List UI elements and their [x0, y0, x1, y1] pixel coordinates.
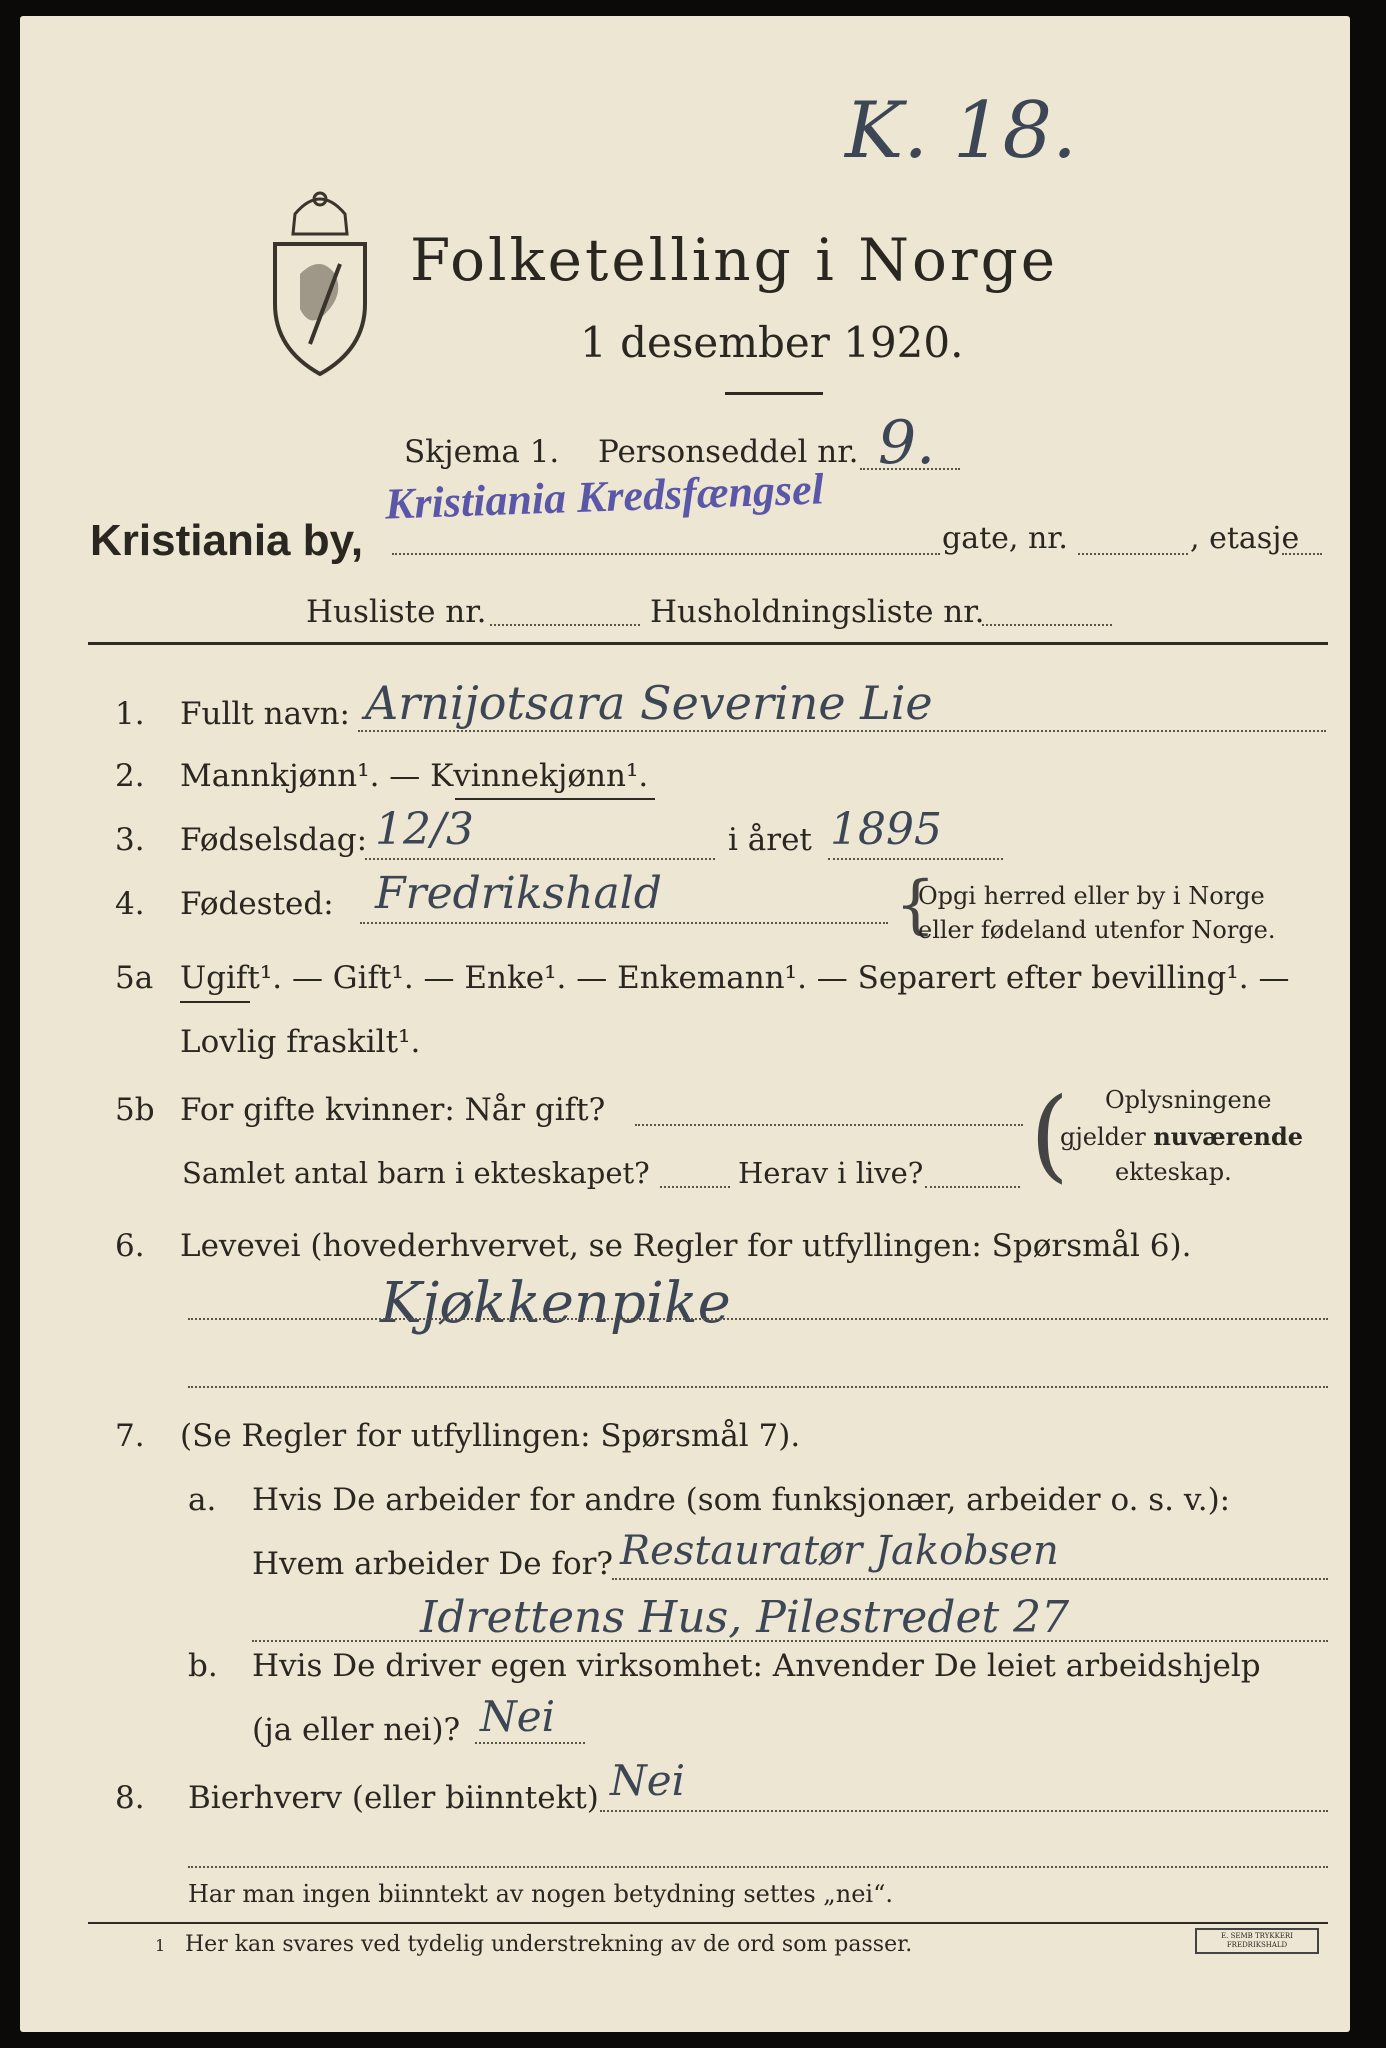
q2-number: 2. [115, 758, 145, 794]
q4-birth-place: Fredrikshald [375, 868, 662, 919]
q3-number: 3. [115, 822, 145, 858]
note-nei: Har man ingen biinntekt av nogen betydning settes „nei“. [188, 1880, 893, 1908]
footer-rule [88, 1922, 1328, 1924]
q6-label: Levevei (hovederhvervet, se Regler for utfyllingen: Spørsmål 6). [180, 1228, 1192, 1264]
q4-label: Fødested: [180, 886, 334, 922]
q7b-text: Hvis De driver egen virksomhet: Anvender De leiet arbeidshjelp [252, 1648, 1261, 1684]
q3-birth-year: 1895 [830, 804, 942, 855]
corner-note: K. 18. [845, 86, 1077, 176]
q5b-note-1: Oplysningene [1105, 1086, 1272, 1114]
q8-number: 8. [115, 1780, 145, 1816]
q7a-employer: Restauratør Jakobsen [620, 1528, 1059, 1574]
q5a-marital-status: Ugift¹. — Gift¹. — Enke¹. — Enkemann¹. — Separert efter bevilling¹. — [180, 960, 1290, 996]
header-rule [88, 642, 1328, 645]
q5b-note-3: ekteskap. [1115, 1158, 1232, 1186]
printer-mark: E. SEMB TRYKKERI FREDRIKSHALD [1195, 1928, 1319, 1954]
q5b-label: For gifte kvinner: Når gift? [180, 1092, 606, 1128]
personseddel-value: 9. [878, 408, 936, 478]
q4-note-1: Opgi herred eller by i Norge [918, 882, 1265, 910]
q7-label: (Se Regler for utfyllingen: Spørsmål 7). [180, 1418, 801, 1454]
q5b-number: 5b [115, 1092, 155, 1128]
q5a-marital-status-2: Lovlig fraskilt¹. [180, 1024, 421, 1060]
husholdning-label: Husholdningsliste nr. [650, 594, 985, 630]
etasje-label: , etasje [1190, 521, 1300, 556]
q3-year-label: i året [728, 822, 812, 858]
q7a-employer-address: Idrettens Hus, Pilestredet 27 [420, 1592, 1070, 1643]
q3-label: Fødselsdag: [180, 822, 368, 858]
personseddel-label: Personseddel nr. [598, 434, 859, 470]
q5b-children-label: Samlet antal barn i ekteskapet? [182, 1156, 650, 1190]
ugift-underline [180, 1001, 250, 1003]
q5b-note-2a: gjelder [1060, 1123, 1154, 1151]
form-date: 1 desember 1920. [580, 318, 964, 367]
q2-gender: Mannkjønn¹. — Kvinnekjønn¹. [180, 758, 649, 794]
schema-label: Skjema 1. [404, 434, 560, 470]
q7b-letter: b. [188, 1648, 218, 1684]
footnote: Her kan svares ved tydelig understrekning av de ord som passer. [185, 1932, 913, 1957]
q5a-number: 5a [115, 960, 154, 996]
q1-number: 1. [115, 696, 145, 732]
q1-full-name: Arnijotsara Severine Lie [365, 676, 933, 730]
q8-answer: Nei [610, 1756, 686, 1805]
q7-number: 7. [115, 1418, 145, 1454]
q7a-letter: a. [188, 1482, 217, 1518]
census-form: K. 18. Folketelling i Norge 1 desember 1920. Skjema 1. Personseddel nr. 9. Kristiania Kredsfængsel Kristiania by, gate, nr. , etasje Husliste nr. Husholdningsliste nr. 1. Fullt navn: Arnijotsara Severine Lie 2. Mannkjønn¹. — Kvinnekjønn¹. 3. Fødselsdag: 12/3 i året 1895 4. Fødested: Fredrikshald { Opgi herred eller by i Norge eller fødeland utenfor Norge. 5a Ugift¹. — Gift¹. — Enke¹. — Enkemann¹. — Separert efter bevilling¹. — Lovlig fraskilt¹. 5b For gifte kvinner: Når gift? Samlet antal barn i ekteskapet? Herav i live? ( Oplysningene gjelder nuværende ekteskap. 6. Levevei (hovederhvervet, se Regler for utfyllingen: Spørsmål 6). Kjøkkenpike 7. (Se Regler for utfyllingen: Spørsmål 7). a. Hvis De arbeider for andre (som funksjonær, arbeider o. s. v.): Hvem arbeider De for? Restauratør Jakobsen Idrettens Hus, Pilestredet 27 b. Hvis De driver egen virksomhet: Anvender De leiet arbeidshjelp (ja eller nei)? Nei 8. Bierhverv (eller biinntekt) Nei Har man ingen biinntekt av nogen betydning settes „nei“. 1 Her kan svares ved tydelig understrekning av de ord som passer. E. SEMB TRYKKERI FREDRIKSHALD [20, 16, 1350, 2032]
q7a-text: Hvis De arbeider for andre (som funksjonær, arbeider o. s. v.): [252, 1482, 1231, 1518]
q5b-alive-label: Herav i live? [738, 1156, 924, 1190]
city-label: Kristiania by, [90, 516, 364, 565]
q5b-note-2b: nuværende [1153, 1122, 1304, 1151]
footnote-mark: 1 [155, 1936, 166, 1955]
q7b-label: (ja eller nei)? [252, 1712, 461, 1748]
q7a-label: Hvem arbeider De for? [252, 1546, 614, 1582]
q7b-answer: Nei [480, 1692, 556, 1741]
divider [725, 392, 823, 395]
form-title: Folketelling i Norge [410, 226, 1059, 294]
q4-note-2: eller fødeland utenfor Norge. [918, 916, 1276, 944]
husliste-label: Husliste nr. [306, 594, 487, 630]
prison-stamp: Kristiania Kredsfængsel [384, 464, 825, 529]
q6-number: 6. [115, 1228, 145, 1264]
q8-label: Bierhverv (eller biinntekt) [188, 1780, 599, 1816]
q3-birth-day: 12/3 [375, 804, 474, 855]
q6-occupation: Kjøkkenpike [380, 1271, 731, 1336]
gender-underline [455, 798, 655, 800]
q1-label: Fullt navn: [180, 696, 350, 732]
coat-of-arms-icon [265, 184, 375, 379]
q4-number: 4. [115, 886, 145, 922]
gate-label: gate, nr. [942, 521, 1068, 556]
